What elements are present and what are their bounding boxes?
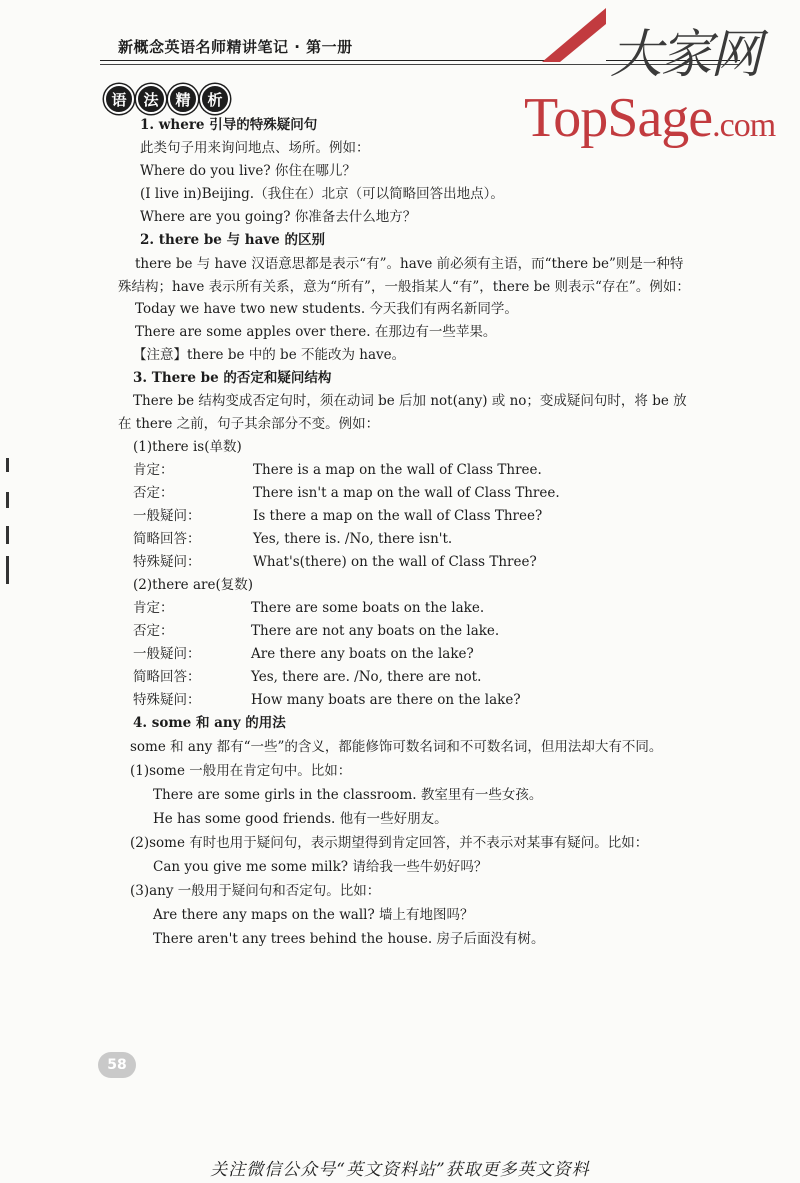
text-line: Where are you going? 你准备去什么地方？ [140, 209, 417, 225]
running-header-title: 新概念英语名师精讲笔记 · 第一册 [118, 38, 353, 56]
row-label: 肯定： [133, 462, 174, 478]
row-label: 一般疑问： [133, 646, 201, 662]
row-label: 特殊疑问： [133, 692, 201, 708]
heading-negative-question: 3. There be 的否定和疑问结构 [133, 370, 332, 386]
row-label: 特殊疑问： [133, 554, 201, 570]
section-badge-char: 法 [136, 84, 166, 114]
row-example: There isn't a map on the wall of Class Three. [253, 485, 560, 501]
text-line: (2)some 有时也用于疑问句，表示期望得到肯定回答，并不表示对某事有疑问。比如： [130, 835, 649, 851]
watermark-logo-icon [538, 4, 610, 66]
watermark-chinese: 大家网 [610, 25, 761, 85]
row-label: 否定： [133, 623, 174, 639]
text-line: There aren't any trees behind the house. 房子后面没有树。 [153, 931, 545, 947]
row-example: There is a map on the wall of Class Three. [253, 462, 542, 478]
row-example: There are some boats on the lake. [251, 600, 485, 616]
row-example: How many boats are there on the lake? [251, 692, 521, 708]
heading-where: 1. where 引导的特殊疑问句 [140, 117, 318, 133]
text-line: There are some apples over there. 在那边有一些苹果。 [135, 324, 497, 340]
text-line: There be 结构变成否定句时，须在动词 be 后加 not(any) 或 no；变成疑问句时，将 be 放 [133, 393, 687, 409]
page-number: 58 [98, 1052, 136, 1078]
heading-there-be-have: 2. there be 与 have 的区别 [140, 232, 325, 248]
text-line: (1)some 一般用在肯定句中。比如： [130, 763, 352, 779]
heading-some-any: 4. some 和 any 的用法 [133, 715, 286, 731]
scan-margin-mark [6, 556, 9, 584]
text-line: Today we have two new students. 今天我们有两名新同学。 [135, 301, 518, 317]
watermark-domain: .com [712, 107, 776, 144]
subheading-singular: (1)there is(单数) [133, 439, 242, 455]
watermark-brand-name: TopSage [524, 87, 713, 149]
text-line: (I live in)Beijing.（我住在）北京（可以简略回答出地点）。 [140, 186, 504, 202]
text-line: 殊结构；have 表示所有关系，意为“所有”，一般指某人“有”，there be 则表示“存在”。例如： [118, 279, 690, 295]
footer-note: 关注微信公众号“英文资料站”获取更多英文资料 [210, 1160, 590, 1180]
scan-margin-mark [6, 526, 9, 544]
section-badge [104, 84, 230, 114]
watermark-brand [524, 86, 775, 150]
row-example: Are there any boats on the lake? [251, 646, 474, 662]
text-line: Are there any maps on the wall? 墙上有地图吗？ [153, 907, 474, 923]
row-example: Is there a map on the wall of Class Three? [253, 508, 543, 524]
text-line: There are some girls in the classroom. 教室里有一些女孩。 [153, 787, 543, 803]
row-label: 肯定： [133, 600, 174, 616]
row-label: 否定： [133, 485, 174, 501]
text-line: He has some good friends. 他有一些好朋友。 [153, 811, 448, 827]
text-line: Can you give me some milk? 请给我一些牛奶好吗？ [153, 859, 488, 875]
scan-margin-mark [6, 458, 9, 472]
text-line: 在 there 之前，句子其余部分不变。例如： [118, 416, 380, 432]
note-line: 【注意】there be 中的 be 不能改为 have。 [133, 347, 406, 363]
section-badge-char: 析 [200, 84, 230, 114]
row-label: 一般疑问： [133, 508, 201, 524]
section-badge-char: 语 [104, 84, 134, 114]
row-label: 简略回答： [133, 531, 201, 547]
row-example: There are not any boats on the lake. [251, 623, 500, 639]
text-line: some 和 any 都有“一些”的含义，都能修饰可数名词和不可数名词，但用法却大有不同。 [130, 739, 663, 755]
scan-margin-mark [6, 492, 9, 508]
text-line: there be 与 have 汉语意思都是表示“有”。have 前必须有主语，而“there be”则是一种特 [135, 256, 684, 272]
row-label: 简略回答： [133, 669, 201, 685]
text-line: 此类句子用来询问地点、场所。例如： [140, 140, 370, 156]
row-example: Yes, there are. /No, there are not. [251, 669, 482, 685]
section-badge-char: 精 [168, 84, 198, 114]
subheading-plural: (2)there are(复数) [133, 577, 253, 593]
row-example: What's(there) on the wall of Class Three? [253, 554, 537, 570]
text-line: Where do you live? 你住在哪儿？ [140, 163, 356, 179]
row-example: Yes, there is. /No, there isn't. [253, 531, 453, 547]
text-line: (3)any 一般用于疑问句和否定句。比如： [130, 883, 381, 899]
